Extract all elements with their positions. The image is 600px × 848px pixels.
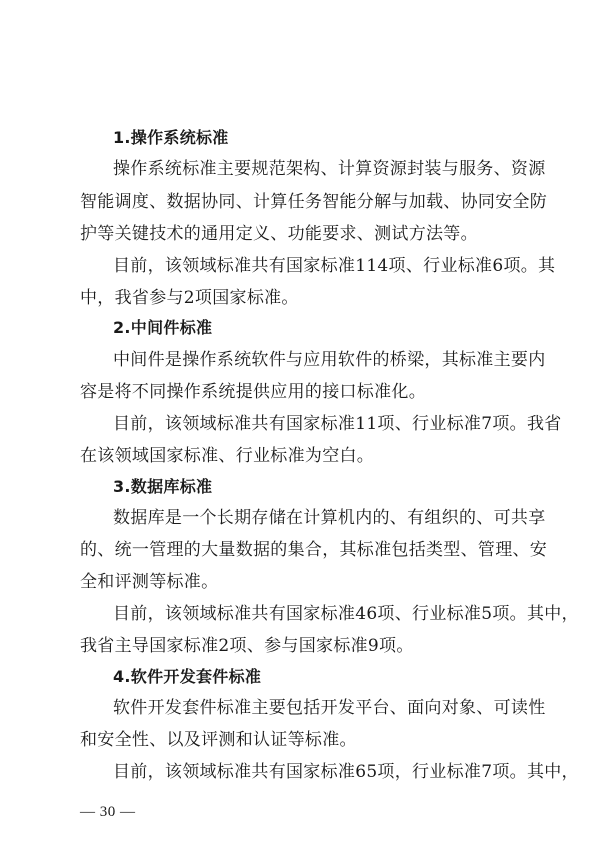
paragraph-line: 目前，该领域标准共有国家标准65项，行业标准7项。其中， (113, 762, 579, 782)
paragraph-line: 在该领域国家标准、行业标准为空白。 (80, 446, 375, 466)
paragraph-line: 和安全性、以及评测和认证等标准。 (80, 730, 357, 750)
page-number: — 30 — (80, 804, 136, 820)
section-heading-1: 1.操作系统标准 (113, 128, 229, 147)
paragraph-line: 操作系统标准主要规范架构、计算资源封装与服务、资源 (113, 159, 546, 179)
paragraph-line: 护等关键技术的通用定义、功能要求、测试方法等。 (80, 224, 478, 244)
paragraph-line: 全和评测等标准。 (80, 572, 219, 592)
paragraph-line: 中间件是操作系统软件与应用软件的桥梁，其标准主要内 (113, 350, 546, 370)
paragraph-line: 数据库是一个长期存储在计算机内的、有组织的、可共享 (113, 508, 546, 528)
section-heading-2: 2.中间件标准 (113, 318, 213, 337)
paragraph-line: 我省主导国家标准2项、参与国家标准9项。 (80, 636, 414, 656)
paragraph-line: 中，我省参与2项国家标准。 (80, 288, 299, 308)
section-heading-3: 3.数据库标准 (113, 477, 213, 496)
paragraph-line: 目前，该领域标准共有国家标准114项、行业标准6项。其 (113, 256, 556, 276)
paragraph-line: 软件开发套件标准主要包括开发平台、面向对象、可读性 (113, 698, 546, 718)
paragraph-line: 目前，该领域标准共有国家标准46项、行业标准5项。其中， (113, 604, 579, 624)
paragraph-line: 目前，该领域标准共有国家标准11项、行业标准7项。我省 (113, 414, 562, 434)
paragraph-line: 容是将不同操作系统提供应用的接口标准化。 (80, 382, 426, 402)
paragraph-line: 智能调度、数据协同、计算任务智能分解与加载、协同安全防 (80, 192, 548, 212)
section-heading-4: 4.软件开发套件标准 (113, 667, 262, 686)
paragraph-line: 的、统一管理的大量数据的集合，其标准包括类型、管理、安 (80, 540, 548, 560)
